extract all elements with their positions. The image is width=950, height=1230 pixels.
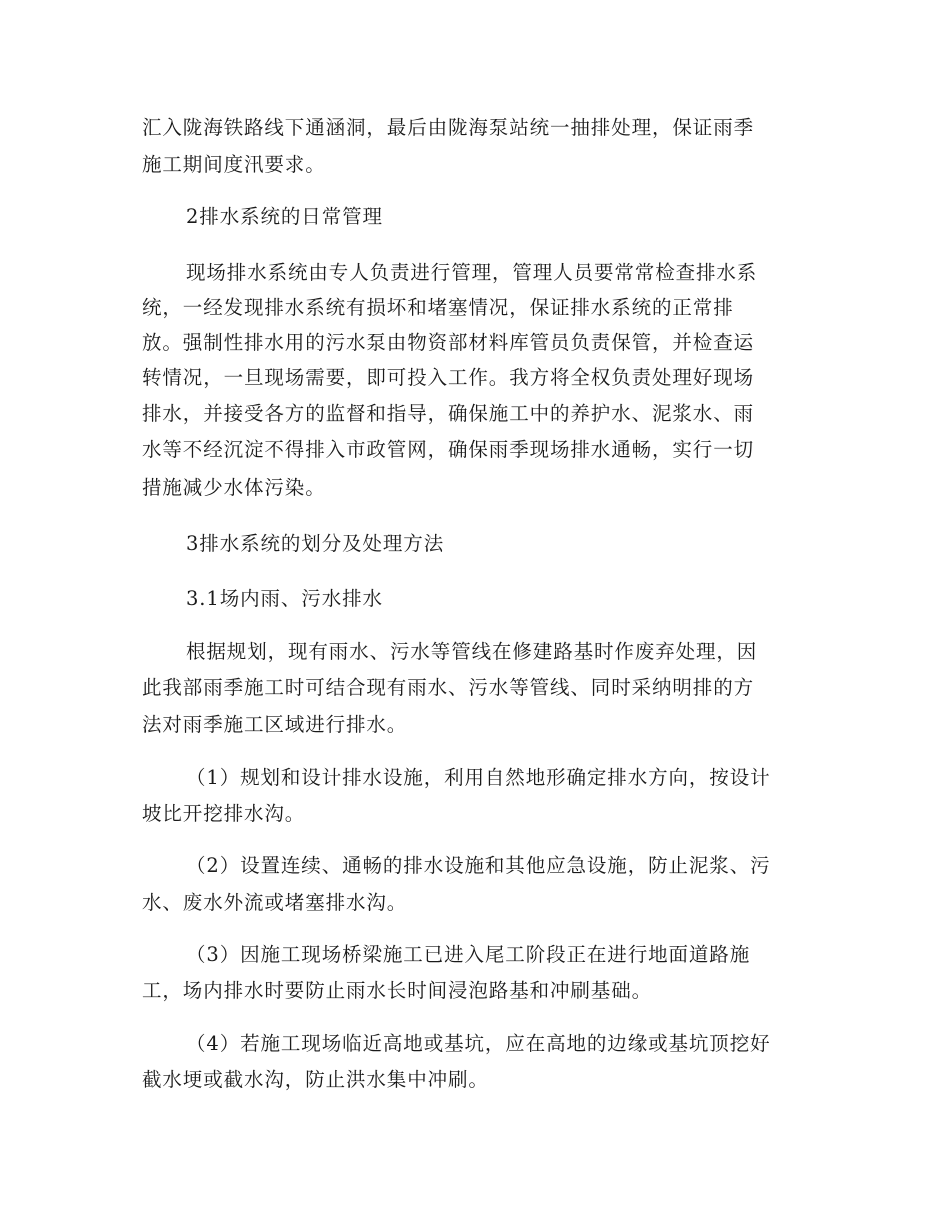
text-line: 坡比开挖排水沟。 xyxy=(142,802,306,825)
text-line: 水等不经沉淀不得排入市政管网，确保雨季现场排水通畅，实行一切 xyxy=(142,438,755,461)
text-line: 放。强制性排水用的污水泵由物资部材料库管员负责保管，并检查运 xyxy=(142,331,755,354)
list-item-3: （3）因施工现场桥梁施工已进入尾工阶段正在进行地面道路施 xyxy=(186,943,751,966)
text-line: 措施减少水体污染。 xyxy=(142,476,326,499)
list-item-2: （2）设置连续、通畅的排水设施和其他应急设施，防止泥浆、污 xyxy=(186,854,771,877)
section-heading: 2排水系统的日常管理 xyxy=(186,205,383,228)
text-line: 水、废水外流或堵塞排水沟。 xyxy=(142,891,408,914)
text-line: 汇入陇海铁路线下通涵洞，最后由陇海泵站统一抽排处理，保证雨季 xyxy=(142,116,755,139)
text-line: 工，场内排水时要防止雨水长时间浸泡路基和冲刷基础。 xyxy=(142,979,653,1002)
text-line: 截水埂或截水沟，防止洪水集中冲刷。 xyxy=(142,1068,489,1091)
text-line: 法对雨季施工区域进行排水。 xyxy=(142,713,408,736)
text-line: 此我部雨季施工时可结合现有雨水、污水等管线、同时采纳明排的方 xyxy=(142,676,755,699)
text-line: 现场排水系统由专人负责进行管理，管理人员要常常检查排水系 xyxy=(186,261,758,284)
text-line: 施工期间度汛要求。 xyxy=(142,153,326,176)
text-line: 排水，并接受各方的监督和指导，确保施工中的养护水、泥浆水、雨 xyxy=(142,402,755,425)
text-line: 统，一经发现排水系统有损坏和堵塞情况，保证排水系统的正常排 xyxy=(142,296,734,319)
section-heading: 3排水系统的划分及处理方法 xyxy=(186,532,445,555)
subsection-heading: 3.1场内雨、污水排水 xyxy=(186,587,383,610)
list-item-1: （1）规划和设计排水设施，利用自然地形确定排水方向，按设计 xyxy=(186,766,771,789)
text-line: 根据规划，现有雨水、污水等管线在修建路基时作废弃处理，因 xyxy=(186,640,758,663)
text-line: 转情况，一旦现场需要，即可投入工作。我方将全权负责处理好现场 xyxy=(142,366,755,389)
list-item-4: （4）若施工现场临近高地或基坑，应在高地的边缘或基坑顶挖好 xyxy=(186,1032,771,1055)
